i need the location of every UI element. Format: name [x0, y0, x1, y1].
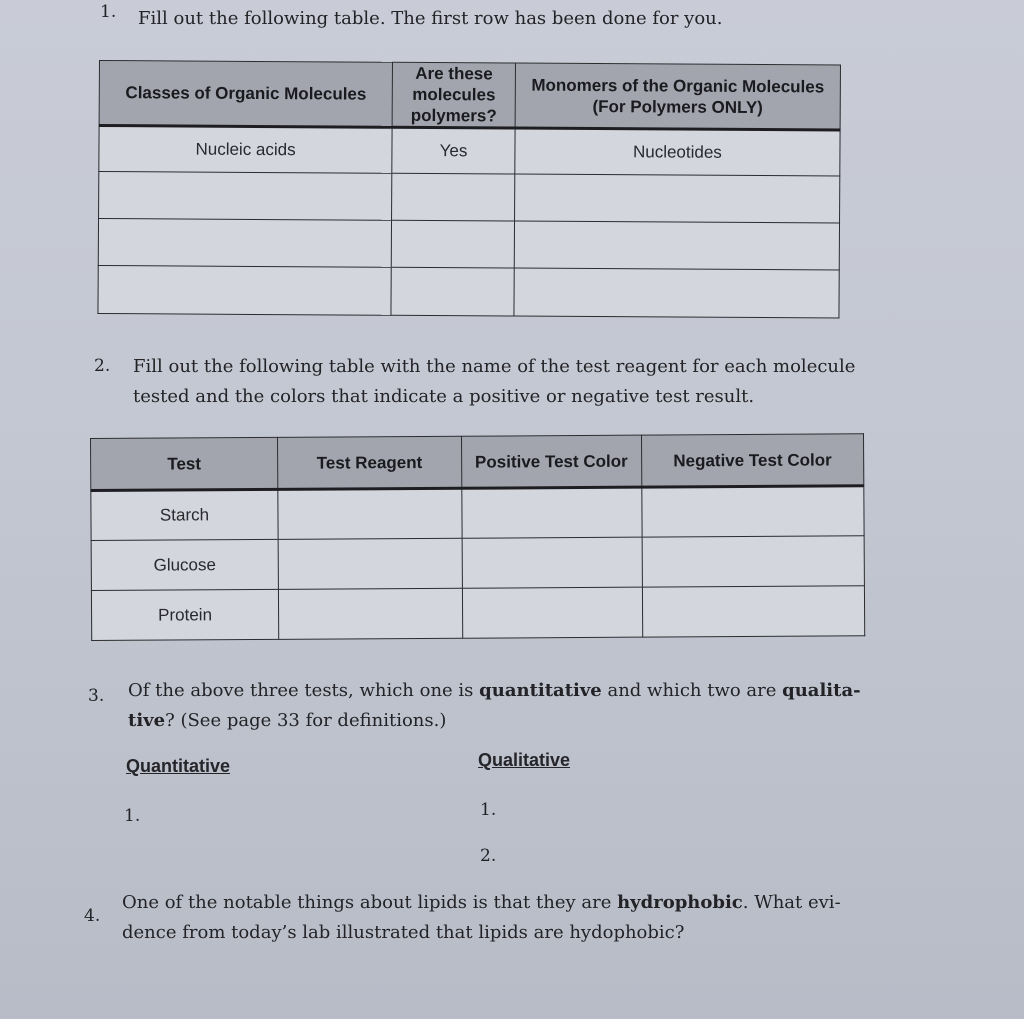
table-row: [91, 586, 864, 641]
quantitative-item-1: 1.: [124, 806, 141, 826]
q1-cell[interactable]: [514, 221, 839, 270]
q2-instruction-line1: Fill out the following table with the name of the test reagent for each molecule: [133, 356, 856, 377]
q3-bold-qualitative: qualita-: [782, 680, 861, 701]
qualitative-item-2: 2.: [480, 846, 497, 866]
table-row: [98, 265, 839, 318]
q1-cell[interactable]: [391, 267, 514, 316]
q1-table-header-row: [99, 61, 840, 131]
q1-header-monomers: Monomers of the Organic Molecules (For Polymers ONLY): [515, 63, 840, 130]
q2-cell[interactable]: [642, 486, 865, 537]
q1-table: [97, 60, 841, 319]
q1-cell[interactable]: [391, 220, 514, 268]
q3-question: [128, 676, 888, 736]
q1-number: 1.: [100, 2, 117, 22]
q2-instruction-line2: tested and the colors that indicate a positive or negative test result.: [133, 386, 755, 407]
q2-header-reagent: Test Reagent: [277, 436, 461, 489]
q1-cell: Nucleotides: [515, 128, 840, 176]
q3-number: 3.: [88, 686, 105, 706]
q2-header-positive: Positive Test Color: [461, 435, 641, 488]
q1-header-polymer: Are these molecules polymers?: [392, 62, 515, 128]
qualitative-heading: Qualitative: [478, 750, 571, 770]
q2-cell[interactable]: [278, 488, 462, 539]
q2-cell: Starch: [91, 489, 278, 540]
q1-cell[interactable]: [99, 172, 393, 221]
q2-header-test: Test: [91, 437, 278, 490]
table-row: [91, 536, 864, 591]
q4-text-part2: . What evi-: [742, 892, 841, 913]
q3-text-part3: ? (See page 33 for definitions.): [165, 710, 447, 731]
q1-cell: Nucleic acids: [99, 126, 393, 174]
q1-cell[interactable]: [392, 173, 515, 221]
q1-cell: Yes: [392, 127, 515, 174]
q3-bold-quantitative: quantitative: [479, 680, 602, 701]
q4-text-line2: dence from today’s lab illustrated that lipids are hydophobic?: [122, 922, 685, 943]
quantitative-heading: Quantitative: [126, 756, 231, 776]
q2-cell[interactable]: [462, 587, 642, 638]
table-row: [99, 126, 840, 177]
table-row: [98, 219, 839, 271]
q2-cell[interactable]: [278, 538, 462, 589]
table-row: [91, 486, 864, 541]
q1-header-class: Classes of Organic Molecules: [99, 61, 393, 128]
q2-number: 2.: [94, 356, 111, 376]
q1-cell[interactable]: [98, 265, 392, 315]
q1-cell[interactable]: [514, 174, 839, 223]
q2-cell: Protein: [91, 589, 278, 640]
q2-header-negative: Negative Test Color: [641, 434, 864, 487]
q2-cell[interactable]: [278, 588, 462, 639]
qualitative-item-1: 1.: [480, 800, 497, 820]
q1-cell[interactable]: [514, 268, 839, 318]
q2-table-header-row: [91, 434, 864, 491]
table-row: [99, 172, 840, 224]
q3-bold-tive: tive: [128, 710, 166, 731]
q3-text-part2: and which two are: [601, 680, 783, 701]
q4-bold-hydrophobic: hydrophobic: [617, 892, 743, 913]
q1-cell[interactable]: [98, 219, 392, 268]
q1-instruction: Fill out the following table. The first row has been done for you.: [138, 8, 723, 29]
q3-text-part1: Of the above three tests, which one is: [128, 680, 480, 701]
q2-cell[interactable]: [642, 536, 865, 587]
q2-cell[interactable]: [462, 537, 642, 588]
q2-table: [90, 433, 865, 641]
q2-cell[interactable]: [462, 487, 642, 538]
q4-number: 4.: [84, 906, 101, 926]
q2-cell: Glucose: [91, 539, 278, 590]
q2-cell[interactable]: [642, 586, 865, 637]
q4-question: [122, 888, 902, 948]
q4-text-part1: One of the notable things about lipids is that they are: [122, 892, 618, 913]
